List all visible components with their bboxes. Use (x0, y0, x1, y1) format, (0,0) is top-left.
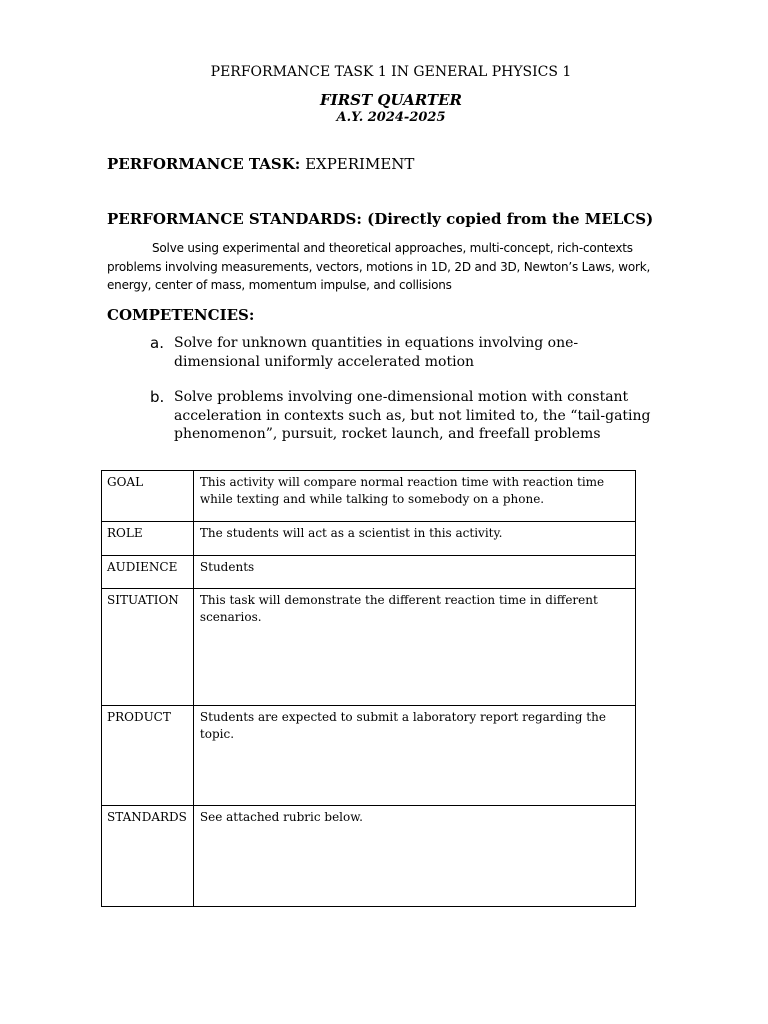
row-label: ROLE (102, 522, 194, 556)
row-content: Students are expected to submit a laboratory report regarding the topic. (193, 706, 635, 806)
competencies-heading: COMPETENCIES: (107, 306, 255, 324)
row-label: STANDARDS (102, 806, 194, 907)
table-row (102, 556, 636, 589)
competency-marker: a. (150, 334, 164, 352)
table-row (102, 706, 636, 806)
table-row (102, 522, 636, 556)
performance-task-label: PERFORMANCE TASK: (107, 155, 301, 173)
row-content: This task will demonstrate the different reaction time in different scenarios. (193, 589, 635, 706)
competency-text: Solve problems involving one-dimensional motion with constant acceleration in contexts such as, but not limited to, the “tail-gating phenomenon”, pursuit, rocket launch, and freefall problems (174, 389, 651, 442)
row-label: SITUATION (102, 589, 194, 706)
table-row (102, 589, 636, 706)
row-label: AUDIENCE (102, 556, 194, 589)
performance-standards-text: Solve using experimental and theoretical approaches, multi-concept, rich-contexts problems involving measurements, vectors, motions in 1D, 2D and 3D, Newton’s Laws, work, energy, center of mass, momentum impulse, and collisions (107, 241, 651, 292)
competency-text: Solve for unknown quantities in equations involving one-dimensional uniformly accelerated motion (174, 335, 579, 370)
row-label: PRODUCT (102, 706, 194, 806)
performance-standards-heading: PERFORMANCE STANDARDS: (Directly copied from the MELCS) (107, 210, 654, 228)
row-label: GOAL (102, 471, 194, 522)
row-content: See attached rubric below. (193, 806, 635, 907)
table-row (102, 806, 636, 907)
row-content: This activity will compare normal reaction time with reaction time while texting and while talking to somebody on a phone. (193, 471, 635, 522)
performance-task-line (107, 155, 414, 173)
performance-task-value: EXPERIMENT (300, 155, 415, 173)
row-content: Students (193, 556, 635, 589)
document-title: PERFORMANCE TASK 1 IN GENERAL PHYSICS 1 (210, 64, 572, 80)
academic-year: A.Y. 2024-2025 (336, 110, 446, 125)
row-content: The students will act as a scientist in this activity. (193, 522, 635, 556)
quarter-label: FIRST QUARTER (320, 91, 462, 109)
table-row (102, 471, 636, 522)
grasps-table (101, 470, 636, 907)
competency-marker: b. (150, 388, 165, 406)
